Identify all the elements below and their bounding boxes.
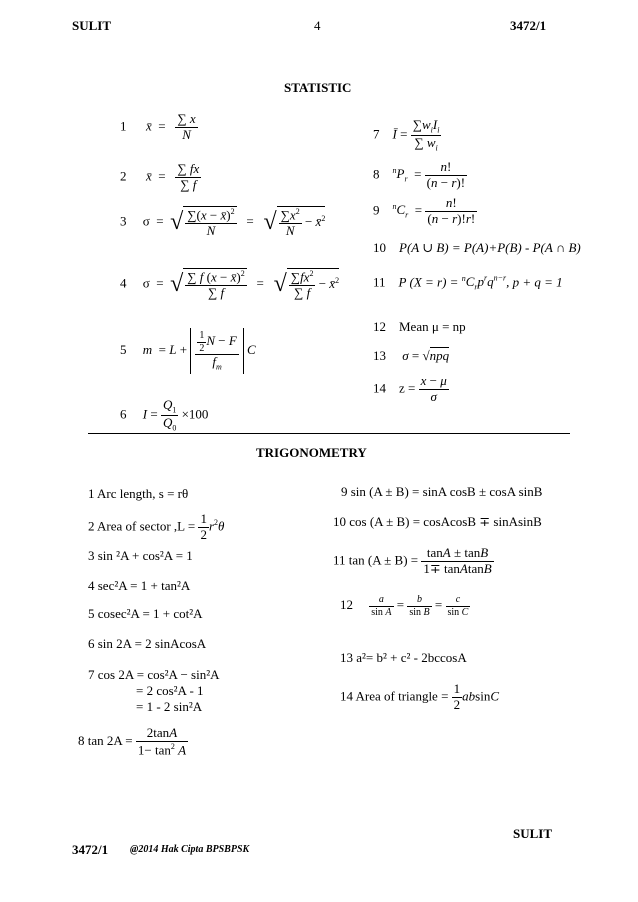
trig-formula-8: 8 tan 2A = $\frac{2\tan A}{1- \tan^2 A}$ xyxy=(78,725,187,758)
stat-formula-1: 1 x̄ = $\frac{\sum x}{N}$ xyxy=(120,111,196,142)
trig-formula-4: 4 sec²A = 1 + tan²A xyxy=(88,578,191,593)
trig-formula-7b: = 2 cos²A - 1 xyxy=(136,683,204,698)
trig-formula-11: 11 tan (A ± B) = $\frac{\tan A \pm \tan B}{\text{1∓ tanAtanB}}$ xyxy=(333,545,492,576)
trig-formula-1: 1 Arc length, s = rθ xyxy=(88,486,189,501)
stat-formula-13: 13 σ = √npq xyxy=(373,348,450,363)
stat-formula-12: 12 Mean μ = np xyxy=(373,319,466,334)
statistic-title: STATISTIC xyxy=(284,80,352,95)
footer-copyright: @2014 Hak Cipta BPSBPSK xyxy=(130,844,250,855)
footer-right: SULIT xyxy=(513,826,553,841)
stat-formula-2: 2 x̄ = $\frac{\sum fx}{\sum f}$ xyxy=(120,161,200,192)
trig-formula-7: 7 cos 2A = cos²A − sin²A xyxy=(88,667,220,682)
header-right: 3472/1 xyxy=(510,18,547,33)
stat-formula-3: 3 σ = √ $\frac{\sum(x - x̄)^2}{N}$ = √ $\frac{\sum x^2}{N}$ − x̄$^2$ xyxy=(120,207,326,239)
stat-formula-14: 14 z = $\frac{x - \mu}{\sigma}$ xyxy=(373,373,447,404)
trig-formula-3: 3 sin ²A + cos²A = 1 xyxy=(88,548,193,563)
trig-formula-2: 2 Area of sector ,L = $\frac{1}{2}$ $r^2\theta$ xyxy=(88,511,225,542)
section-divider xyxy=(88,433,570,434)
stat-formula-5: 5 m = L + $\frac{1}{2}$ N − F $f_m$ C xyxy=(120,328,256,374)
trig-formula-6: 6 sin 2A = 2 sinAcosA xyxy=(88,636,207,651)
footer-code: 3472/1 xyxy=(72,842,109,857)
stat-formula-9: 9 $^nC_r$ = $\frac{n!}{(n - r)!r!}$ xyxy=(373,195,476,226)
stat-formula-6: 6 I = $\frac{Q_1}{Q_0}$ ×100 xyxy=(120,397,209,433)
page-number: 4 xyxy=(314,18,321,33)
stat-formula-11: 11 P $(X = r) = ^nC_rp^rq^{n-r}$, p + q = 1 xyxy=(373,274,563,292)
trig-formula-14: 14 Area of triangle = $\frac{1}{2}$ absinC xyxy=(340,681,499,712)
trig-formula-13: 13 a²= b² + c² - 2bccosA xyxy=(340,650,467,665)
trigonometry-title: TRIGONOMETRY xyxy=(256,445,367,460)
stat-formula-4: 4 σ = √ $\frac{\sum f (x - x̄)^2}{\sum f}$ = √ $\frac{\sum fx^2}{\sum f}$ − x̄$^2$ xyxy=(120,269,340,301)
stat-formula-10: 10 P(A ∪ B) = P(A)+P(B) - P(A ∩ B) xyxy=(373,240,581,255)
trig-formula-9: 9 sin (A ± B) = sinA cosB ± cosA sinB xyxy=(341,484,543,499)
trig-formula-12: 12 $\frac{a}{\text{sin A}}$ = $\frac{b}{\text{sin B}}$ = $\frac{c}{\text{sin C}}$ xyxy=(340,594,469,618)
trig-formula-10: 10 cos (A ± B) = cosAcosB ∓ sinAsinB xyxy=(333,514,542,529)
trig-formula-5: 5 cosec²A = 1 + cot²A xyxy=(88,606,203,621)
trig-formula-7c: = 1 - 2 sin²A xyxy=(136,699,203,714)
stat-formula-8: 8 $^nP_r$ = $\frac{n!}{(n - r)!}$ xyxy=(373,159,466,190)
stat-formula-7: 7 Ī = $\frac{\sum w_iI_i}{\sum w_i}$ xyxy=(373,117,440,153)
header-left: SULIT xyxy=(72,18,112,33)
